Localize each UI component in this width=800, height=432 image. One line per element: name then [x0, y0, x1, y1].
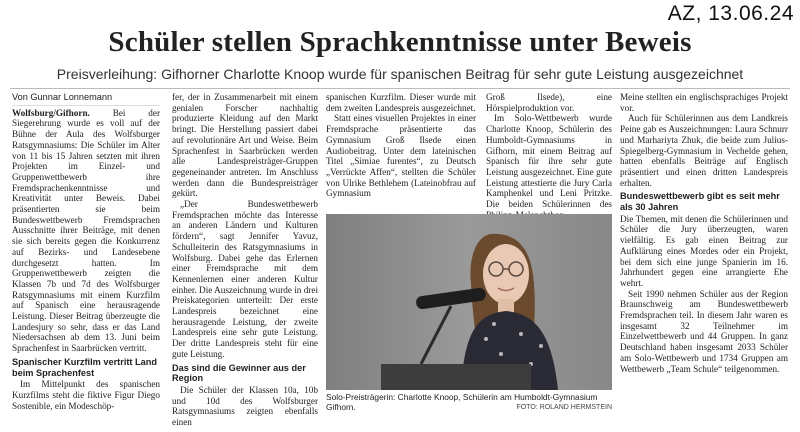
- article-photo: [326, 214, 612, 390]
- dateline: Wolfsburg/Gifhorn.: [12, 107, 90, 118]
- article-column-3: [326, 92, 476, 218]
- paragraph: Statt eines visuellen Projektes in einer Fremdsprache präsentierte das Gymnasium Groß Ilsede einen Audiobeitrag. Unter dem lateinischen Titel „Simiae furentes“, zu Deutsch „Verrückte Affen“, stellten die Schüler von Ulrike Bethlehem (Lateinobfrau auf Gymnasium: [326, 113, 476, 199]
- paragraph: Auch für Schülerinnen aus dem Landkreis Peine gab es Auszeichnungen: Laura Schnurr und Marhariyta Zhuk, die beide zum Julius-Spiegelberg-Gymnasium in Vechelde gehen, hatten ebenfalls Beiträge auf Englisch präsentiert und einen dritten Landespreis erhalten.: [620, 113, 788, 188]
- article-headline: Schüler stellen Sprachkenntnisse unter Beweis: [108, 26, 692, 58]
- photo-credit: FOTO: ROLAND HERMSTEIN: [516, 404, 612, 411]
- photo-caption: [326, 392, 612, 413]
- photo-illustration: [326, 214, 612, 390]
- paragraph: Groß Ilsede), eine Hörspielproduktion vor.: [486, 92, 612, 113]
- caption-text: Solo-Preisträgerin: Charlotte Knoop, Schülerin am Humboldt-Gymnasium Gifhorn.: [326, 392, 598, 412]
- paragraph: Meine stellten ein englischsprachiges Projekt vor.: [620, 92, 788, 113]
- header-rule: [10, 88, 790, 89]
- lead-paragraph: [12, 108, 160, 354]
- paragraph: fer, der in Zusammenarbeit mit einem genialen Forscher nachhaltig produzierte Kleidung auf den Markt bringt. Die Herstellung passiert dabei auf revolutionäre Art und Weise. Beim Sprachenfest in Saarbrücken werden alle Landespreisträger-Gruppen gegeneinander antreten. Im Anschluss werden dann die Bundespreisträger gekürt.: [172, 92, 318, 199]
- article-column-2: [172, 92, 318, 432]
- article-subheadline: Preisverleihung: Gifhorner Charlotte Knoop wurde für spanischen Beitrag für sehr gute Leistung ausgezeichnet: [56, 66, 744, 82]
- article-column-5: [620, 92, 788, 432]
- subheading-kurzfilm: Spanischer Kurzfilm vertritt Land beim Sprachenfest: [12, 356, 157, 378]
- paragraph: Die Schüler der Klassen 10a, 10b und 10d des Wolfsburger Ratsgymnasiums zeigten ebenfalls einen: [172, 384, 318, 428]
- paragraph: Im Mittelpunkt des spanischen Kurzfilms steht die fiktive Figur Diego Sostenible, ein Modeschöp-: [12, 379, 160, 411]
- paragraph: Seit 1990 nehmen Schüler aus der Region Braunschweig am Bundeswettbewerb Fremdsprachen teil. In diesem Jahr waren es insgesamt 32 Teilnehmer im Einzelwettbewerb und 44 Gruppen. In ganz Deutschland haben insgesamt 2033 Schüler am Solo-Wettbewerb und 1734 Gruppen am Wettbewerb „Team Schule“ teilgenommen.: [620, 288, 788, 374]
- paragraph: Im Solo-Wettbewerb wurde Charlotte Knoop, Schülerin des Humboldt-Gymnasiums in Gifhorn, mit einem Beitrag auf Spanisch für ihre sehr gute Leistung ausgezeichnet. Eine gute Leistung attestierte die Jury Carla Kamphenkel und Leni Pritzke. Die beiden Schülerinnen des: [486, 113, 612, 210]
- lead-text: Bei der Siegerehrung wurde es voll auf der Bühne der Aula des Wolfsburger Ratsgymnasiums: Die Schüler im Alter von 11 bis 15 Jahren setzten mit ihren Projekten im Einzel- und Gruppenwettbewerb ihre Fremdsprachenkenntnisse und Kreativität unter Beweis. Dabei präsentierten sie beim Bundeswettbewerb Fremdsprachen Ausschnitte ihrer Beiträge, mit denen sie sich bereits gegen die Konkurrenz auf Bezirks- und Landesebene durchgesetzt hatten. Im Gruppenwettbewerb zeigten die Klassen 7b und 7d des Wolfsburger Ratsgymnasiums mit einem Kurzfilm auf Spanisch eine herausragende Leistung. Dieser Beitrag überzeugte die Landesjury so sehr, dass er das Land Niedersachsen ab dem 13. Juni beim Sprachenfest in Saarbrücken vertritt.: [12, 107, 160, 354]
- subheading-bundeswettbewerb: Bundeswettbewerb gibt es seit mehr als 30 Jahren: [620, 191, 780, 213]
- byline: Von Gunnar Lonnemann: [12, 92, 160, 106]
- article-column-1: [12, 92, 160, 432]
- article-column-4: [486, 92, 612, 218]
- paragraph: „Der Bundeswettbewerb Fremdsprachen möchte das Interesse an anderen Ländern und Kulturen fördern“, sagt Jennifer Yavuz, Schulleiterin des Ratsgymnasiums in Wolfsburg. Dabei gehe das Erlernen einer Fremdsprache mit dem Kennenlernen einer anderen Kultur einher. Die Auszeichnung wurde in drei Preiskategorien unterteilt: Der erste Landespreis bezeichnet eine herausragende Leistung, der zweite Landespreis eine sehr gute Leistung. Der dritte Landespreis steht für eine gute Leistung.: [172, 199, 318, 359]
- date-stamp: AZ, 13.06.24: [667, 2, 794, 25]
- subheading-gewinner: Das sind die Gewinner aus der Region: [172, 362, 306, 384]
- paragraph: Die Themen, mit denen die Schülerinnen und Schüler die Jury überzeugten, waren vielfältig. Es gab einen Beitrag zur Aufklärung eines Mordes oder ein Projekt, bei dem sich eine junge Spanierin im 16. Jahrhundert gegen eine arrangierte Ehe wehrt.: [620, 213, 788, 288]
- paragraph: spanischen Kurzfilm. Dieser wurde mit dem zweiten Landespreis ausgezeichnet.: [326, 92, 476, 113]
